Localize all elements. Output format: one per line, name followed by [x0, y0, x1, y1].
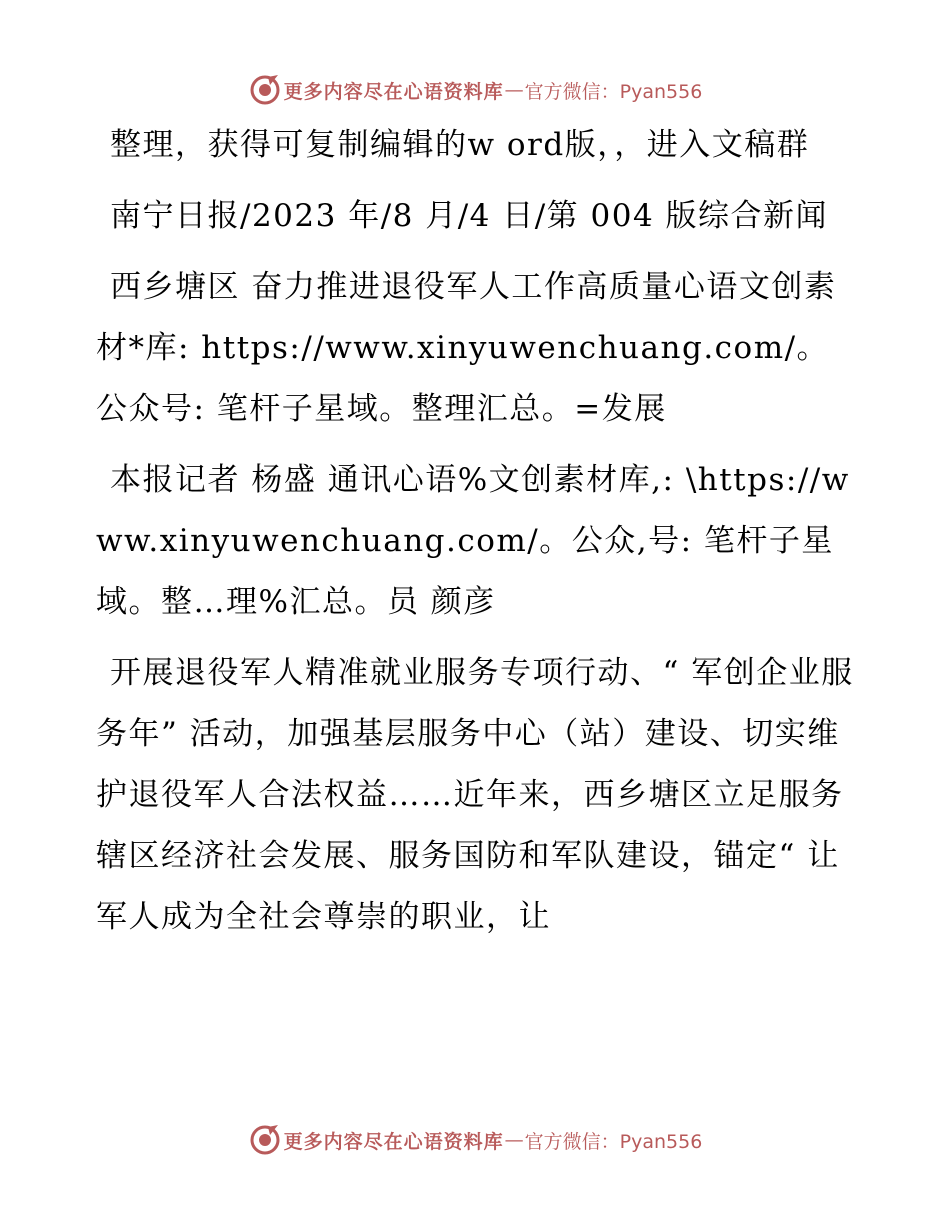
paragraph-headline: 西乡塘区 奋力推进退役军人工作高质量心语文创素材*库: https://www.xinyuwenchuang.com/。公众号: 笔杆子星域。整理汇总。=发展 — [96, 269, 837, 427]
paragraph-intro: 整理，获得可复制编辑的w ord版，，进入文稿群 — [110, 127, 810, 163]
brand-logo-icon — [248, 73, 282, 107]
footer-banner — [0, 1120, 950, 1160]
document-body — [96, 115, 856, 958]
banner-contact: 官方微信：Pyan556 — [524, 80, 703, 103]
banner-separator: — — [504, 1129, 524, 1151]
paragraph-body: 开展退役军人精准就业服务专项行动、“ 军创企业服务年” 活动，加强基层服务中心（站）建设、切实维护退役军人合法权益……近年来，西乡塘区立足服务辖区经济社会发展、服务国防和军队建设，锚定“ 让军人成为全社会尊崇的职业，让 — [96, 655, 854, 935]
banner-contact: 官方微信：Pyan556 — [524, 1130, 703, 1153]
banner-slogan: 更多内容尽在心语资料库 — [283, 1130, 504, 1153]
header-banner — [0, 70, 950, 110]
paragraph-source: 南宁日报/2023 年/8 月/4 日/第 004 版综合新闻 — [110, 198, 829, 234]
banner-slogan: 更多内容尽在心语资料库 — [283, 80, 504, 103]
brand-logo-icon — [248, 1123, 282, 1157]
banner-separator: — — [504, 79, 524, 101]
paragraph-byline: 本报记者 杨盛 通讯心语%文创素材库,: \https://www.xinyuwenchuang.com/。公众,号: 笔杆子星域。整…理%汇总。员 颜彦 — [96, 462, 850, 620]
